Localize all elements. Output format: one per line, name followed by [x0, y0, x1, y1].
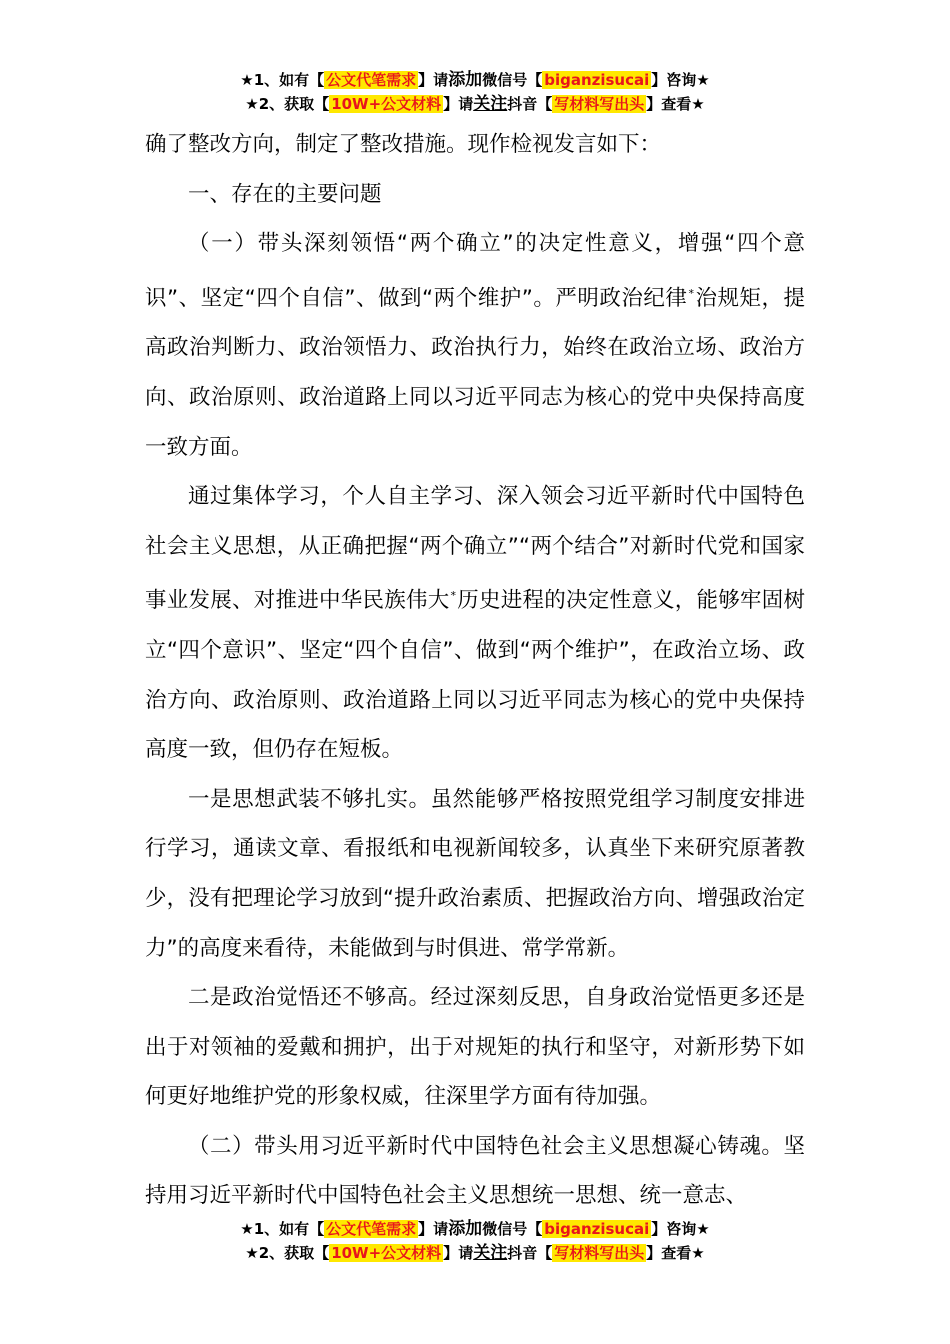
footer-banner — [0, 1217, 950, 1265]
highlight-materials: 10W+公文材料 — [331, 1244, 442, 1262]
paragraph: 通过集体学习，个人自主学习、深入领会习近平新时代中国特色社会主义思想，从正确把握“两个确立”“两个结合”对新时代党和国家事业发展、对推进中华民族伟大*历史进程的决定性意义，能够牢固树立“四个意识”、坚定“四个自信”、做到“两个维护”，在政治立场、政治方向、政治原则、政治道路上同以习近平同志为核心的党中央保持高度一致，但仍存在短板。 — [145, 484, 805, 763]
paragraph: （一）带头深刻领悟“两个确立”的决定性意义，增强“四个意识”、坚定“四个自信”、做到“两个维护”。严明政治纪律*治规矩，提高政治判断力、政治领悟力、政治执行力，始终在政治立场、政治方向、政治原则、政治道路上同以习近平同志为核心的党中央保持高度一致方面。 — [145, 231, 805, 460]
highlight-douyin-account: 写材料写出头 — [554, 1244, 645, 1262]
paragraph: 一是思想武装不够扎实。虽然能够严格按照党组学习制度安排进行学习，通读文章、看报纸和电视新闻较多，认真坐下来研究原著教少，没有把理论学习放到“提升政治素质、把握政治方向、增强政治定力”的高度来看待，未能做到与时俱进、常学常新。 — [145, 786, 805, 961]
highlight-douyin-account: 写材料写出头 — [554, 95, 645, 113]
banner-line-2: ★2、获取【 10W+公文材料 】请关注抖音【 写材料写出头 】查看★ — [245, 94, 705, 114]
banner-line-2: ★2、获取【 10W+公文材料 】请关注抖音【 写材料写出头 】查看★ — [245, 1243, 705, 1263]
highlight-wechat-id: biganzisucai — [544, 1220, 650, 1238]
highlight-materials: 10W+公文材料 — [331, 95, 442, 113]
banner-line-1: ★1、如有【 公文代笔需求 】请添加微信号【 biganzisucai 】咨询★ — [240, 70, 710, 90]
paragraph: 二是政治觉悟还不够高。经过深刻反思，自身政治觉悟更多还是出于对领袖的爱戴和拥护，出于对规矩的执行和坚守，对新形势下如何更好地维护党的形象权威，往深里学方面有待加强。 — [145, 985, 805, 1110]
paragraph: （二）带头用习近平新时代中国特色社会主义思想凝心铸魂。坚持用习近平新时代中国特色社会主义思想统一思想、统一意志、 — [145, 1133, 805, 1209]
paragraph: 确了整改方向，制定了整改措施。现作检视发言如下： — [145, 132, 662, 157]
document-body — [145, 120, 805, 1221]
section-heading: 一、存在的主要问题 — [188, 181, 382, 207]
highlight-service: 公文代笔需求 — [326, 71, 417, 89]
highlight-wechat-id: biganzisucai — [544, 71, 650, 89]
banner-line-1: ★1、如有【 公文代笔需求 】请添加微信号【 biganzisucai 】咨询★ — [240, 1219, 710, 1239]
highlight-service: 公文代笔需求 — [326, 1220, 417, 1238]
header-banner — [0, 68, 950, 116]
